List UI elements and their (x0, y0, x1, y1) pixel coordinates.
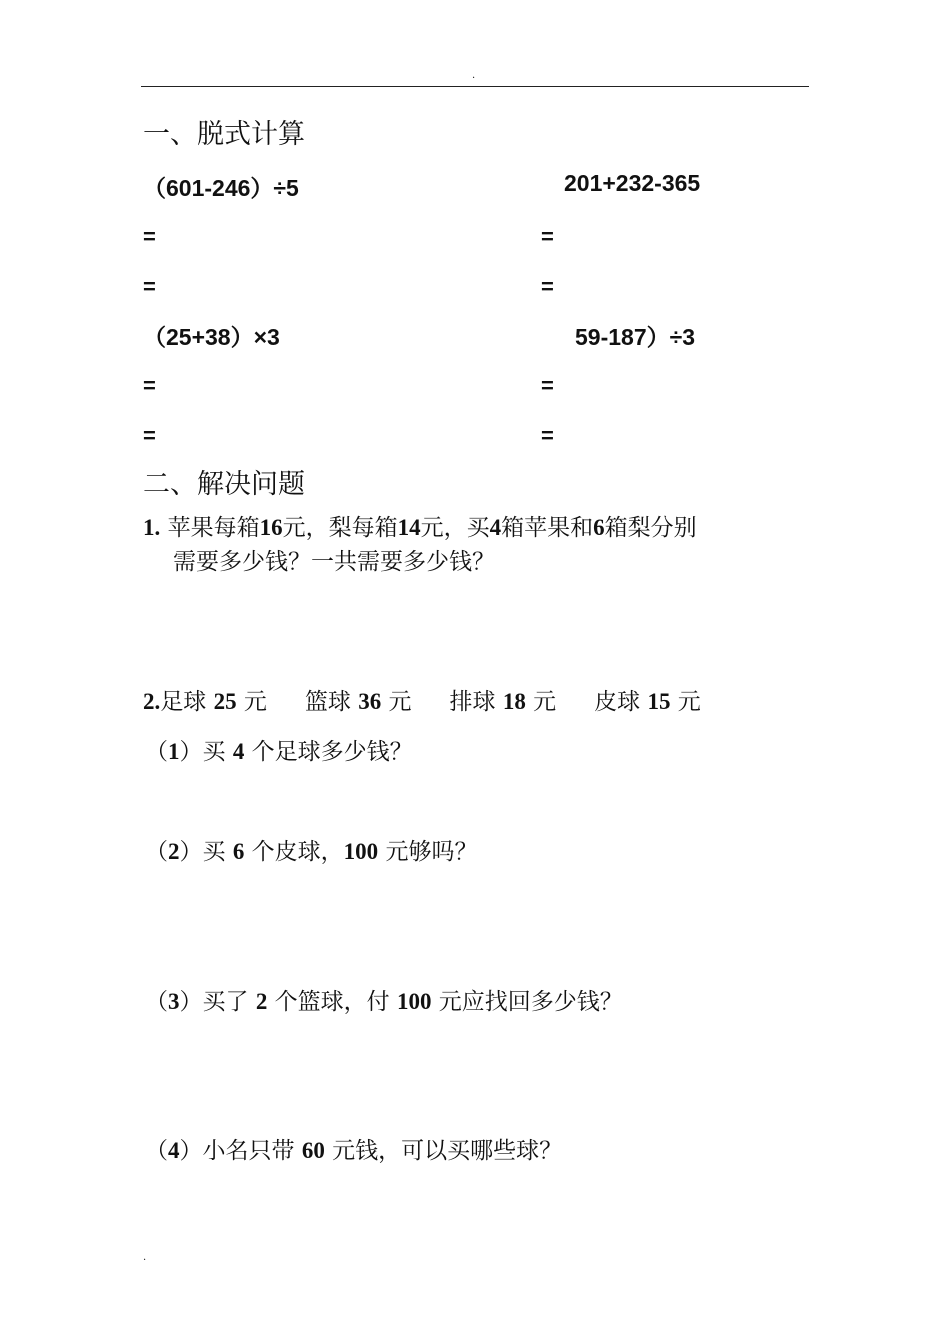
problem4-step1: = (541, 373, 554, 398)
price-item-basketball: 篮球 36 元 (304, 689, 412, 715)
section1-title: 一、脱式计算 (143, 119, 305, 150)
price-item-rubberball: 皮球 15 元 (594, 689, 701, 715)
price-item-football: 足球 25 元 (160, 689, 267, 715)
section2-title: 二、解决问题 (143, 469, 305, 500)
question2-sub3: （3）买了 2 个篮球，付 100 元应找回多少钱？ (145, 989, 623, 1015)
question2-sub2: （2）买 6 个皮球，100 元够吗？ (145, 839, 478, 865)
problem1-step2: = (143, 274, 156, 299)
problem1-expression: （601-246）÷5 (143, 175, 299, 201)
problem1-step1: = (143, 224, 156, 249)
question1-number: 1. (143, 515, 161, 540)
question2-sub4: （4）小名只带 60 元钱，可以买哪些球？ (145, 1138, 563, 1164)
footer-mark: . (143, 1252, 147, 1263)
problem4-expression: 59-187）÷3 (575, 324, 696, 350)
header-rule (141, 86, 809, 87)
question2-number: 2. (143, 689, 161, 714)
question2-sub1: （1）买 4 个足球多少钱？ (145, 739, 413, 765)
problem2-expression: 201+232-365 (564, 170, 701, 196)
problem2-step2: = (541, 274, 554, 299)
problem4-step2: = (541, 423, 554, 448)
problem3-expression: （25+38）×3 (143, 324, 280, 350)
problem3-step1: = (143, 373, 156, 398)
price-item-volleyball: 排球 18 元 (449, 689, 557, 715)
question1-line1: 1. 苹果每箱16元，梨每箱14元，买4箱苹果和6箱梨分别 (143, 515, 697, 541)
question1-line2: 需要多少钱？一共需要多少钱？ (173, 549, 495, 575)
problem3-step2: = (143, 423, 156, 448)
question2-prices (143, 683, 701, 716)
problem2-step1: = (541, 224, 554, 249)
header-mark: . (472, 70, 476, 81)
